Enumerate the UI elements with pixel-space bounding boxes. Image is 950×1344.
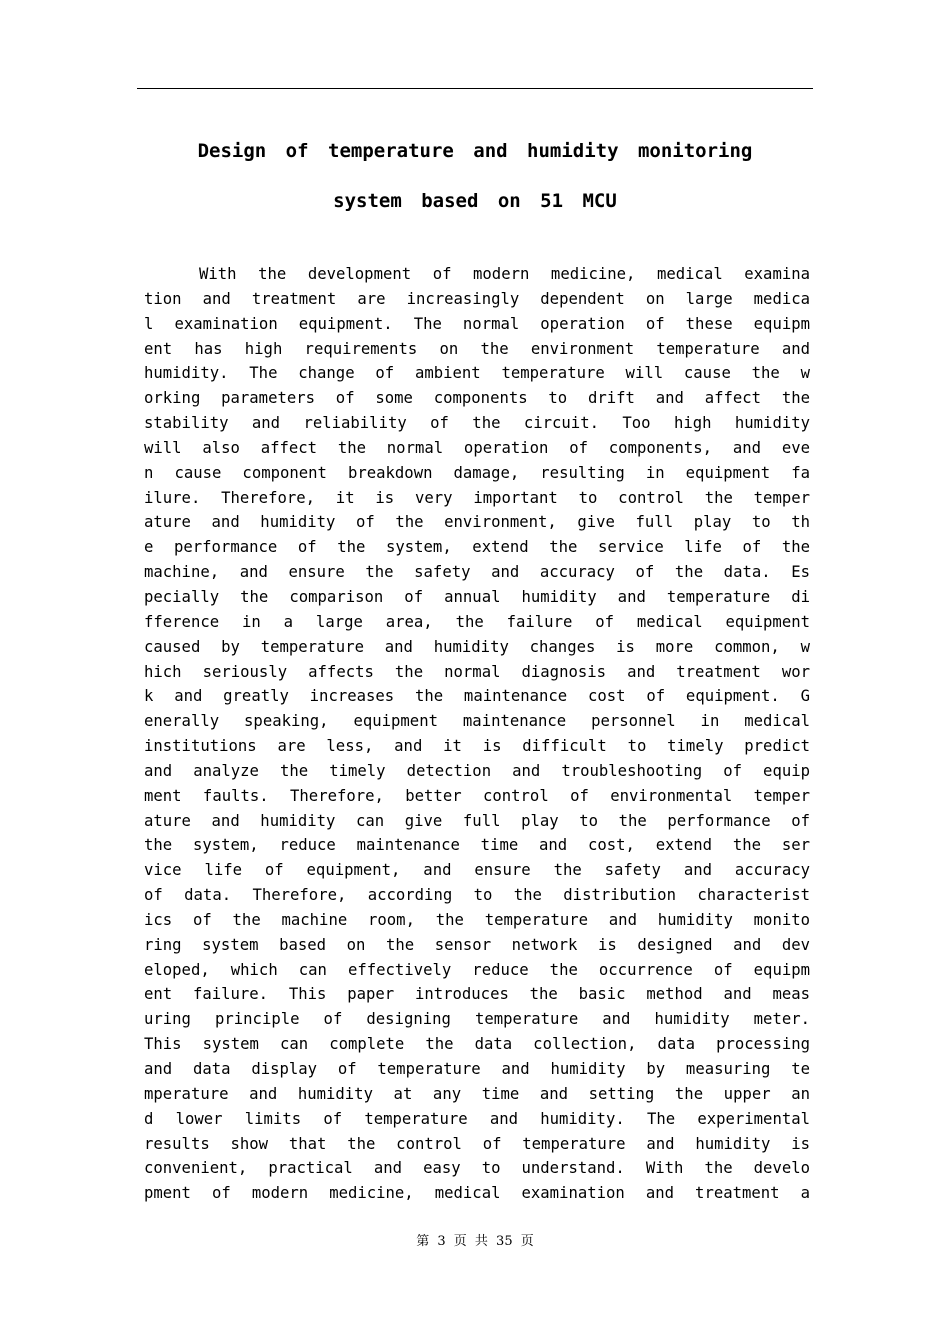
body-line: l examination equipment. The normal operation of these equipm <box>144 314 810 333</box>
body-line: results show that the control of temperature and humidity is <box>144 1134 810 1153</box>
body-line: humidity. The change of ambient temperature will cause the w <box>144 364 810 383</box>
body-line: stability and reliability of the circuit. Too high humidity <box>144 414 810 433</box>
body-line: machine, and ensure the safety and accuracy of the data. Es <box>144 563 810 582</box>
body-line: ring system based on the sensor network is designed and dev <box>144 935 810 954</box>
body-line: uring principle of designing temperature and humidity meter. <box>144 1010 810 1029</box>
body-line: tion and treatment are increasingly dependent on large medica <box>144 289 810 308</box>
body-line: ent failure. This paper introduces the basic method and meas <box>144 985 810 1004</box>
body-line: and analyze the timely detection and troubleshooting of equip <box>144 761 810 780</box>
body-line: eloped, which can effectively reduce the occurrence of equipm <box>144 960 810 979</box>
body-line: pment of modern medicine, medical examination and treatment a <box>144 1184 810 1203</box>
body-line: institutions are less, and it is difficult to timely predict <box>144 737 810 756</box>
body-line: ent has high requirements on the environment temperature and <box>144 339 810 358</box>
body-line: will also affect the normal operation of components, and eve <box>144 438 810 457</box>
page-number-footer: 第 3 页 共 35 页 <box>416 1234 534 1249</box>
body-line: ilure. Therefore, it is very important to control the temper <box>144 488 810 507</box>
body-line: pecially the comparison of annual humidity and temperature di <box>144 587 810 606</box>
body-line: mperature and humidity at any time and setting the upper an <box>144 1084 810 1103</box>
body-line: ature and humidity of the environment, give full play to th <box>144 513 810 532</box>
body-line: caused by temperature and humidity changes is more common, w <box>144 637 810 656</box>
body-line: and data display of temperature and humidity by measuring te <box>144 1060 810 1078</box>
header-rule <box>137 88 813 89</box>
body-line: hich seriously affects the normal diagnosis and treatment wor <box>144 662 810 681</box>
paper-title-line-2: system based on 51 MCU <box>333 190 617 212</box>
body-line: of data. Therefore, according to the distribution characterist <box>144 886 810 905</box>
body-line: ature and humidity can give full play to the performance of <box>144 811 810 830</box>
body-line: n cause component breakdown damage, resulting in equipment fa <box>144 463 810 482</box>
body-line: ment faults. Therefore, better control of environmental temper <box>144 786 810 805</box>
body-line: vice life of equipment, and ensure the safety and accuracy <box>144 861 810 880</box>
abstract-paragraph <box>144 262 810 1206</box>
body-line: fference in a large area, the failure of medical equipment <box>144 612 810 631</box>
paper-title-line-1: Design of temperature and humidity monitoring <box>197 140 753 162</box>
body-line: enerally speaking, equipment maintenance personnel in medical <box>144 712 810 731</box>
body-line: With the development of modern medicine, medical examina <box>199 265 810 283</box>
body-line: convenient, practical and easy to understand. With the develo <box>144 1159 810 1178</box>
body-line: the system, reduce maintenance time and cost, extend the ser <box>144 836 810 855</box>
body-line: d lower limits of temperature and humidity. The experimental <box>144 1109 810 1128</box>
body-line: e performance of the system, extend the service life of the <box>144 538 810 557</box>
body-line: ics of the machine room, the temperature and humidity monito <box>144 910 810 929</box>
body-line: This system can complete the data collection, data processing <box>144 1035 810 1054</box>
body-line: orking parameters of some components to drift and affect the <box>144 389 810 408</box>
body-line: k and greatly increases the maintenance cost of equipment. G <box>144 687 810 706</box>
